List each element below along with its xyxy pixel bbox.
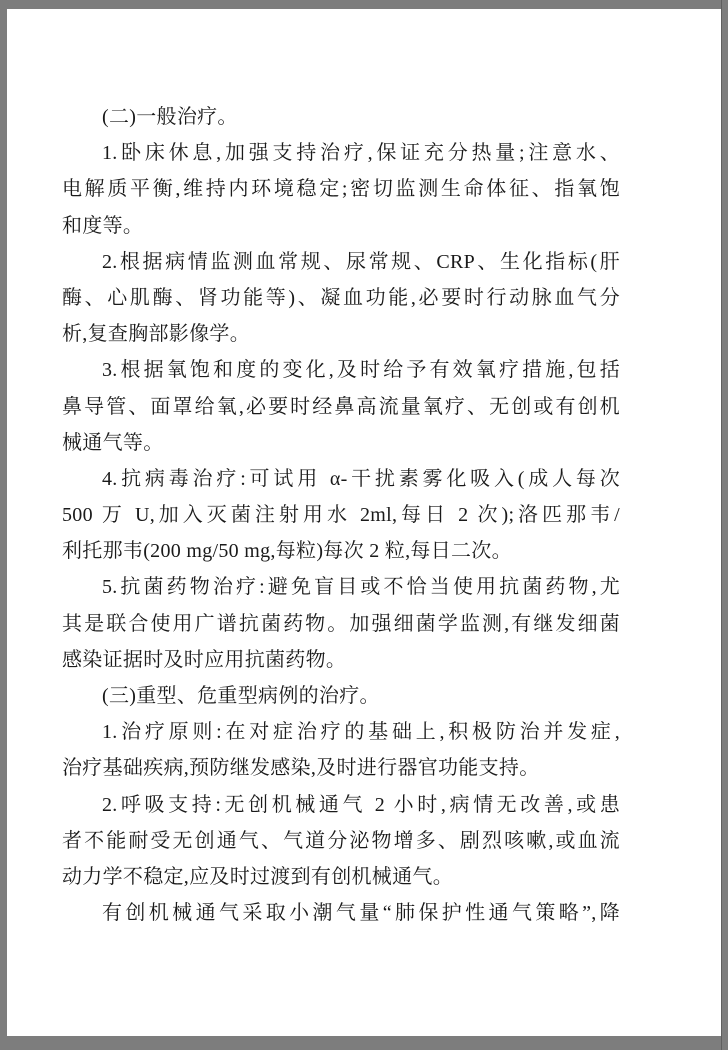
text-line: 析,复查胸部影像学。 [62,323,250,346]
text-line: 者不能耐受无创通气、气道分泌物增多、剧烈咳嗽,或血流 [62,829,620,852]
scan-edge-right [721,0,728,1050]
text-line: 鼻导管、面罩给氧,必要时经鼻高流量氧疗、无创或有创机 [62,395,620,418]
heading-general-treatment: (二)一般治疗。 [102,106,238,128]
text-line: 有创机械通气采取小潮气量“肺保护性通气策略”,降 [102,902,620,925]
text-line: 2.呼吸支持:无创机械通气 2 小时,病情无改善,或患 [102,793,620,816]
text-line: 3.根据氧饱和度的变化,及时给予有效氧疗措施,包括 [102,359,620,382]
text-line: 酶、心肌酶、肾功能等)、凝血功能,必要时行动脉血气分 [62,286,620,309]
text-line: 1.治疗原则:在对症治疗的基础上,积极防治并发症, [102,721,620,744]
text-line: 5.抗菌药物治疗:避免盲目或不恰当使用抗菌药物,尤 [102,576,620,599]
text-line: 4.抗病毒治疗:可试用 α-干扰素雾化吸入(成人每次 [102,467,620,490]
scan-edge-left [0,0,7,1050]
heading-severe-cases-treatment: (三)重型、危重型病例的治疗。 [102,685,380,707]
text-line: 动力学不稳定,应及时过渡到有创机械通气。 [62,865,453,888]
text-line: 利托那韦(200 mg/50 mg,每粒)每次 2 粒,每日二次。 [62,540,512,563]
text-line: 其是联合使用广谱抗菌药物。加强细菌学监测,有继发细菌 [62,612,620,635]
text-line: 感染证据时及时应用抗菌药物。 [62,648,347,671]
text-line: 治疗基础疾病,预防继发感染,及时进行器官功能支持。 [62,757,540,780]
document-text-block [62,99,620,931]
text-line: 和度等。 [62,214,144,237]
text-line: 500 万 U,加入灭菌注射用水 2ml,每日 2 次);洛匹那韦/ [62,504,620,527]
scan-edge-top [0,0,728,9]
text-line: 1.卧床休息,加强支持治疗,保证充分热量;注意水、 [102,142,620,165]
text-line: 2.根据病情监测血常规、尿常规、CRP、生化指标(肝 [102,250,620,273]
scan-edge-bottom [0,1036,728,1050]
text-line: 电解质平衡,维持内环境稳定;密切监测生命体征、指氧饱 [62,178,620,201]
text-line: 械通气等。 [62,431,164,454]
